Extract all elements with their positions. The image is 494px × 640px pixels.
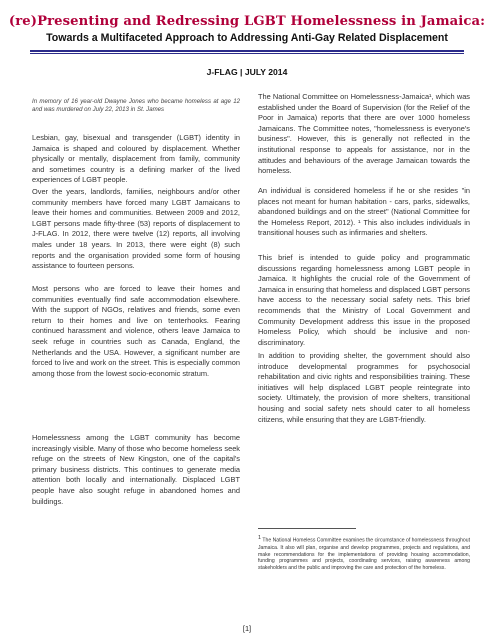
left-paragraph-4: Homelessness among the LGBT community has become increasingly visible. Many of those who become homeless seek refuge on the streets of New Kingston, one of the capital's primary business districts. This continues to generate media attention both locally and internationally. Displaced LGBT people have also sought refuge in abandoned homes and buildings. [32, 433, 240, 506]
header-rule-thin [30, 53, 464, 54]
right-paragraph-3: This brief is intended to guide policy and programmatic discussions regarding homelessness among LGBT people in Jamaica. It highlights the crucial role of the Government of Jamaica in ensuring that homeless and displaced LGBT persons have access to the necessary social safety nets. This brief recommends that the Ministry of Local Government and Community Development address this issue in the proposed Homeless Policy, which should be inclusive and non-discriminatory. [258, 253, 470, 347]
document-title: (re)Presenting and Redressing LGBT Homelessness in Jamaica: [8, 14, 486, 29]
page-number: [1] [242, 624, 252, 633]
memoriam-note: In memory of 16 year-old Dwayne Jones who became homeless at age 12 and was murdered on July 22, 2013 in St. James [32, 98, 240, 114]
left-paragraph-1: Lesbian, gay, bisexual and transgender (LGBT) identity in Jamaica is shaped and coloured by displacement. Whether physically or mentally, displacement from family, community and sometimes country is a defining marker of the lived experiences of LGBT people. [32, 133, 240, 185]
right-paragraph-4: In addition to providing shelter, the government should also introduce developmental programmes for psychosocial rehabilitation and civic rights and responsibilities training. These initiatives will help displaced LGBT people reintegrate into society. Ultimately, the provision of more shelters, transitional housing and social safety nets should cater to all homeless citizens, while ensuring that they are LGBT-friendly. [258, 351, 470, 424]
right-paragraph-1: The National Committee on Homelessness-Jamaica¹, which was established under the Board of Supervision (for the Relief of the Poor in Jamaica) reports that there are over 1000 homeless Jamaicans. The Committee notes, "homelessness is everyone's business". However, this is generally not reflected in the institutional response to appeals for assistance, nor in the attitudes and behaviours of the average Jamaican towards the homeless. [258, 92, 470, 176]
right-paragraph-2: An individual is considered homeless if he or she resides "in places not meant for human habitation - cars, parks, sidewalks, abandoned buildings and on the street" (National Committee for the Homeless Report, 2012). ¹ This also includes individuals in transitional houses such as infirmaries and shelters. [258, 186, 470, 238]
left-paragraph-3: Most persons who are forced to leave their homes and communities eventually find safe accommodation elsewhere. With the support of NGOs, relatives and friends, some even return to their homes and live on tenterhooks. Fearing continued harassment and violence, others leave Jamaica to seek refuge in countries such as Canada, England, the Netherlands and the USA. However, a significant number are forced to live and work on the street. This is especially common among those from the lowest socio-economic stratum. [32, 284, 240, 378]
footnote-rule [258, 528, 356, 529]
footnote-marker: 1 [258, 535, 262, 541]
header-rule-thick [30, 50, 464, 52]
footnote-text: The National Homeless Committee examines the circumstance of homelessness throughout Jamaica. It also will plan, organise and develop programmes, projects and regulations, and make recommendations for the implementations of providing housing accommodation, funding programmes and projects, coordinating services, raising awareness among stakeholders and the public and improving the care and protection of the homeless. [258, 537, 471, 572]
left-paragraph-2: Over the years, landlords, families, neighbours and/or other community members have forced many LGBT Jamaicans to leave their homes and communities. Between 2009 and 2012, LGBT persons made fifty-three (53) reports of displacement to J-FLAG. In 2012, there were twelve (12) reports, all involving males under 18 years. In 2013, there were eight (8) such reports and the organisation provided some form of housing assistance to fourteen persons. [32, 187, 240, 271]
footnote [258, 535, 470, 572]
document-subtitle: Towards a Multifaceted Approach to Addressing Anti-Gay Related Displacement [46, 32, 448, 44]
byline: J-FLAG | JULY 2014 [206, 67, 288, 77]
